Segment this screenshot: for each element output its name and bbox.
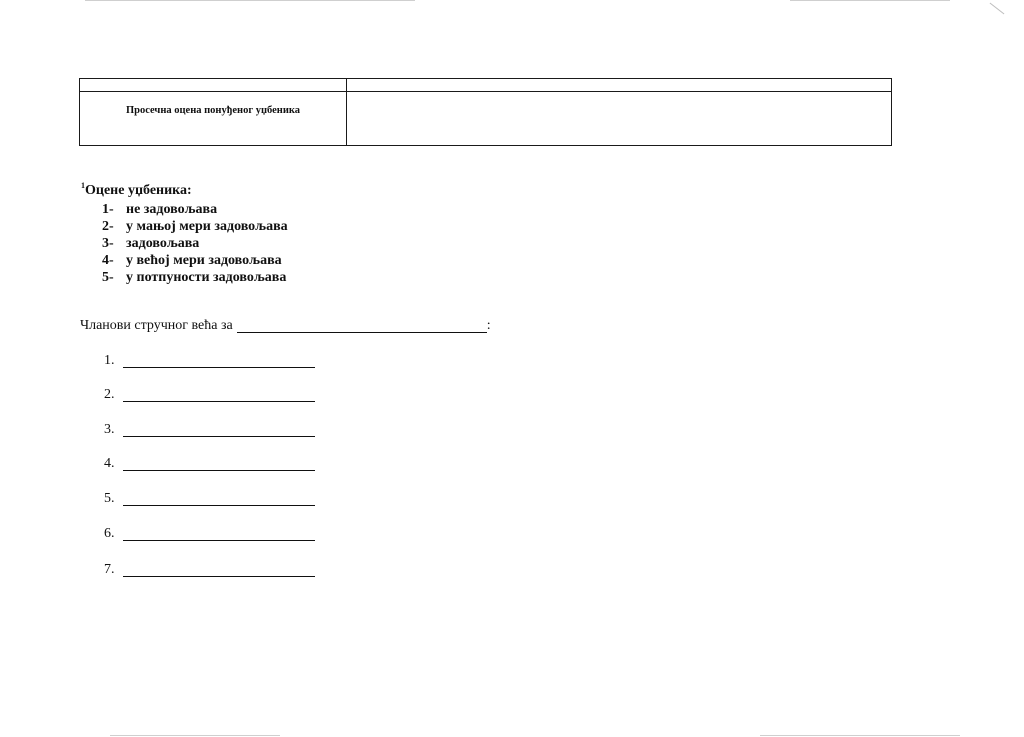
member-number: 6. — [104, 526, 115, 541]
table-header-row — [80, 79, 891, 92]
scan-corner-mark — [990, 3, 1005, 15]
scan-edge-top-right — [790, 0, 950, 1]
member-signature-field[interactable] — [123, 564, 315, 577]
member-line-4 — [104, 456, 315, 472]
member-line-6 — [104, 526, 315, 542]
legend-item-number: 2- — [102, 219, 114, 234]
member-signature-field[interactable] — [123, 458, 315, 471]
council-name-field[interactable] — [237, 318, 487, 333]
member-line-2 — [104, 387, 315, 403]
legend-item — [102, 269, 288, 286]
members-heading-colon: : — [486, 318, 491, 333]
average-grade-label: Просечна оцена понуђеног уџбеника — [125, 105, 301, 116]
table-column-divider — [346, 79, 347, 145]
members-heading — [80, 318, 491, 334]
member-number: 1. — [104, 353, 115, 368]
legend-item-text: у мањој мери задовољава — [126, 219, 288, 234]
member-number: 5. — [104, 491, 115, 506]
average-grade-table — [79, 78, 892, 146]
scan-edge-bottom-right — [760, 735, 960, 736]
member-signature-field[interactable] — [123, 389, 315, 402]
legend-item-text: у потпуности задовољава — [126, 270, 287, 285]
grades-legend — [81, 181, 288, 286]
member-line-1 — [104, 353, 315, 369]
legend-item-number: 1- — [102, 202, 114, 217]
member-number: 7. — [104, 562, 115, 577]
member-signature-field[interactable] — [123, 493, 315, 506]
member-signature-field[interactable] — [123, 355, 315, 368]
member-signature-field[interactable] — [123, 528, 315, 541]
member-line-5 — [104, 491, 315, 507]
legend-item-text: не задовољава — [126, 202, 218, 217]
legend-title — [81, 181, 288, 199]
legend-item-text: задовољава — [126, 236, 200, 251]
member-signature-field[interactable] — [123, 424, 315, 437]
member-number: 4. — [104, 456, 115, 471]
legend-item-number: 5- — [102, 270, 114, 285]
average-grade-value-cell[interactable] — [348, 93, 891, 145]
members-heading-text: Чланови стручног већа за — [80, 318, 233, 333]
legend-item-text: у већој мери задовољава — [126, 253, 282, 268]
legend-item — [102, 235, 288, 252]
legend-list — [81, 201, 288, 286]
member-line-3 — [104, 422, 315, 438]
legend-item — [102, 201, 288, 218]
legend-title-text: Оцене уџбеника: — [85, 183, 192, 198]
legend-item-number: 3- — [102, 236, 114, 251]
member-number: 3. — [104, 422, 115, 437]
legend-item-number: 4- — [102, 253, 114, 268]
member-number: 2. — [104, 387, 115, 402]
footnote-marker: 1 — [81, 181, 85, 190]
legend-item — [102, 218, 288, 235]
member-line-7 — [104, 562, 315, 578]
scan-edge-top-left — [85, 0, 415, 1]
scan-edge-bottom-left — [110, 735, 280, 736]
legend-item — [102, 252, 288, 269]
